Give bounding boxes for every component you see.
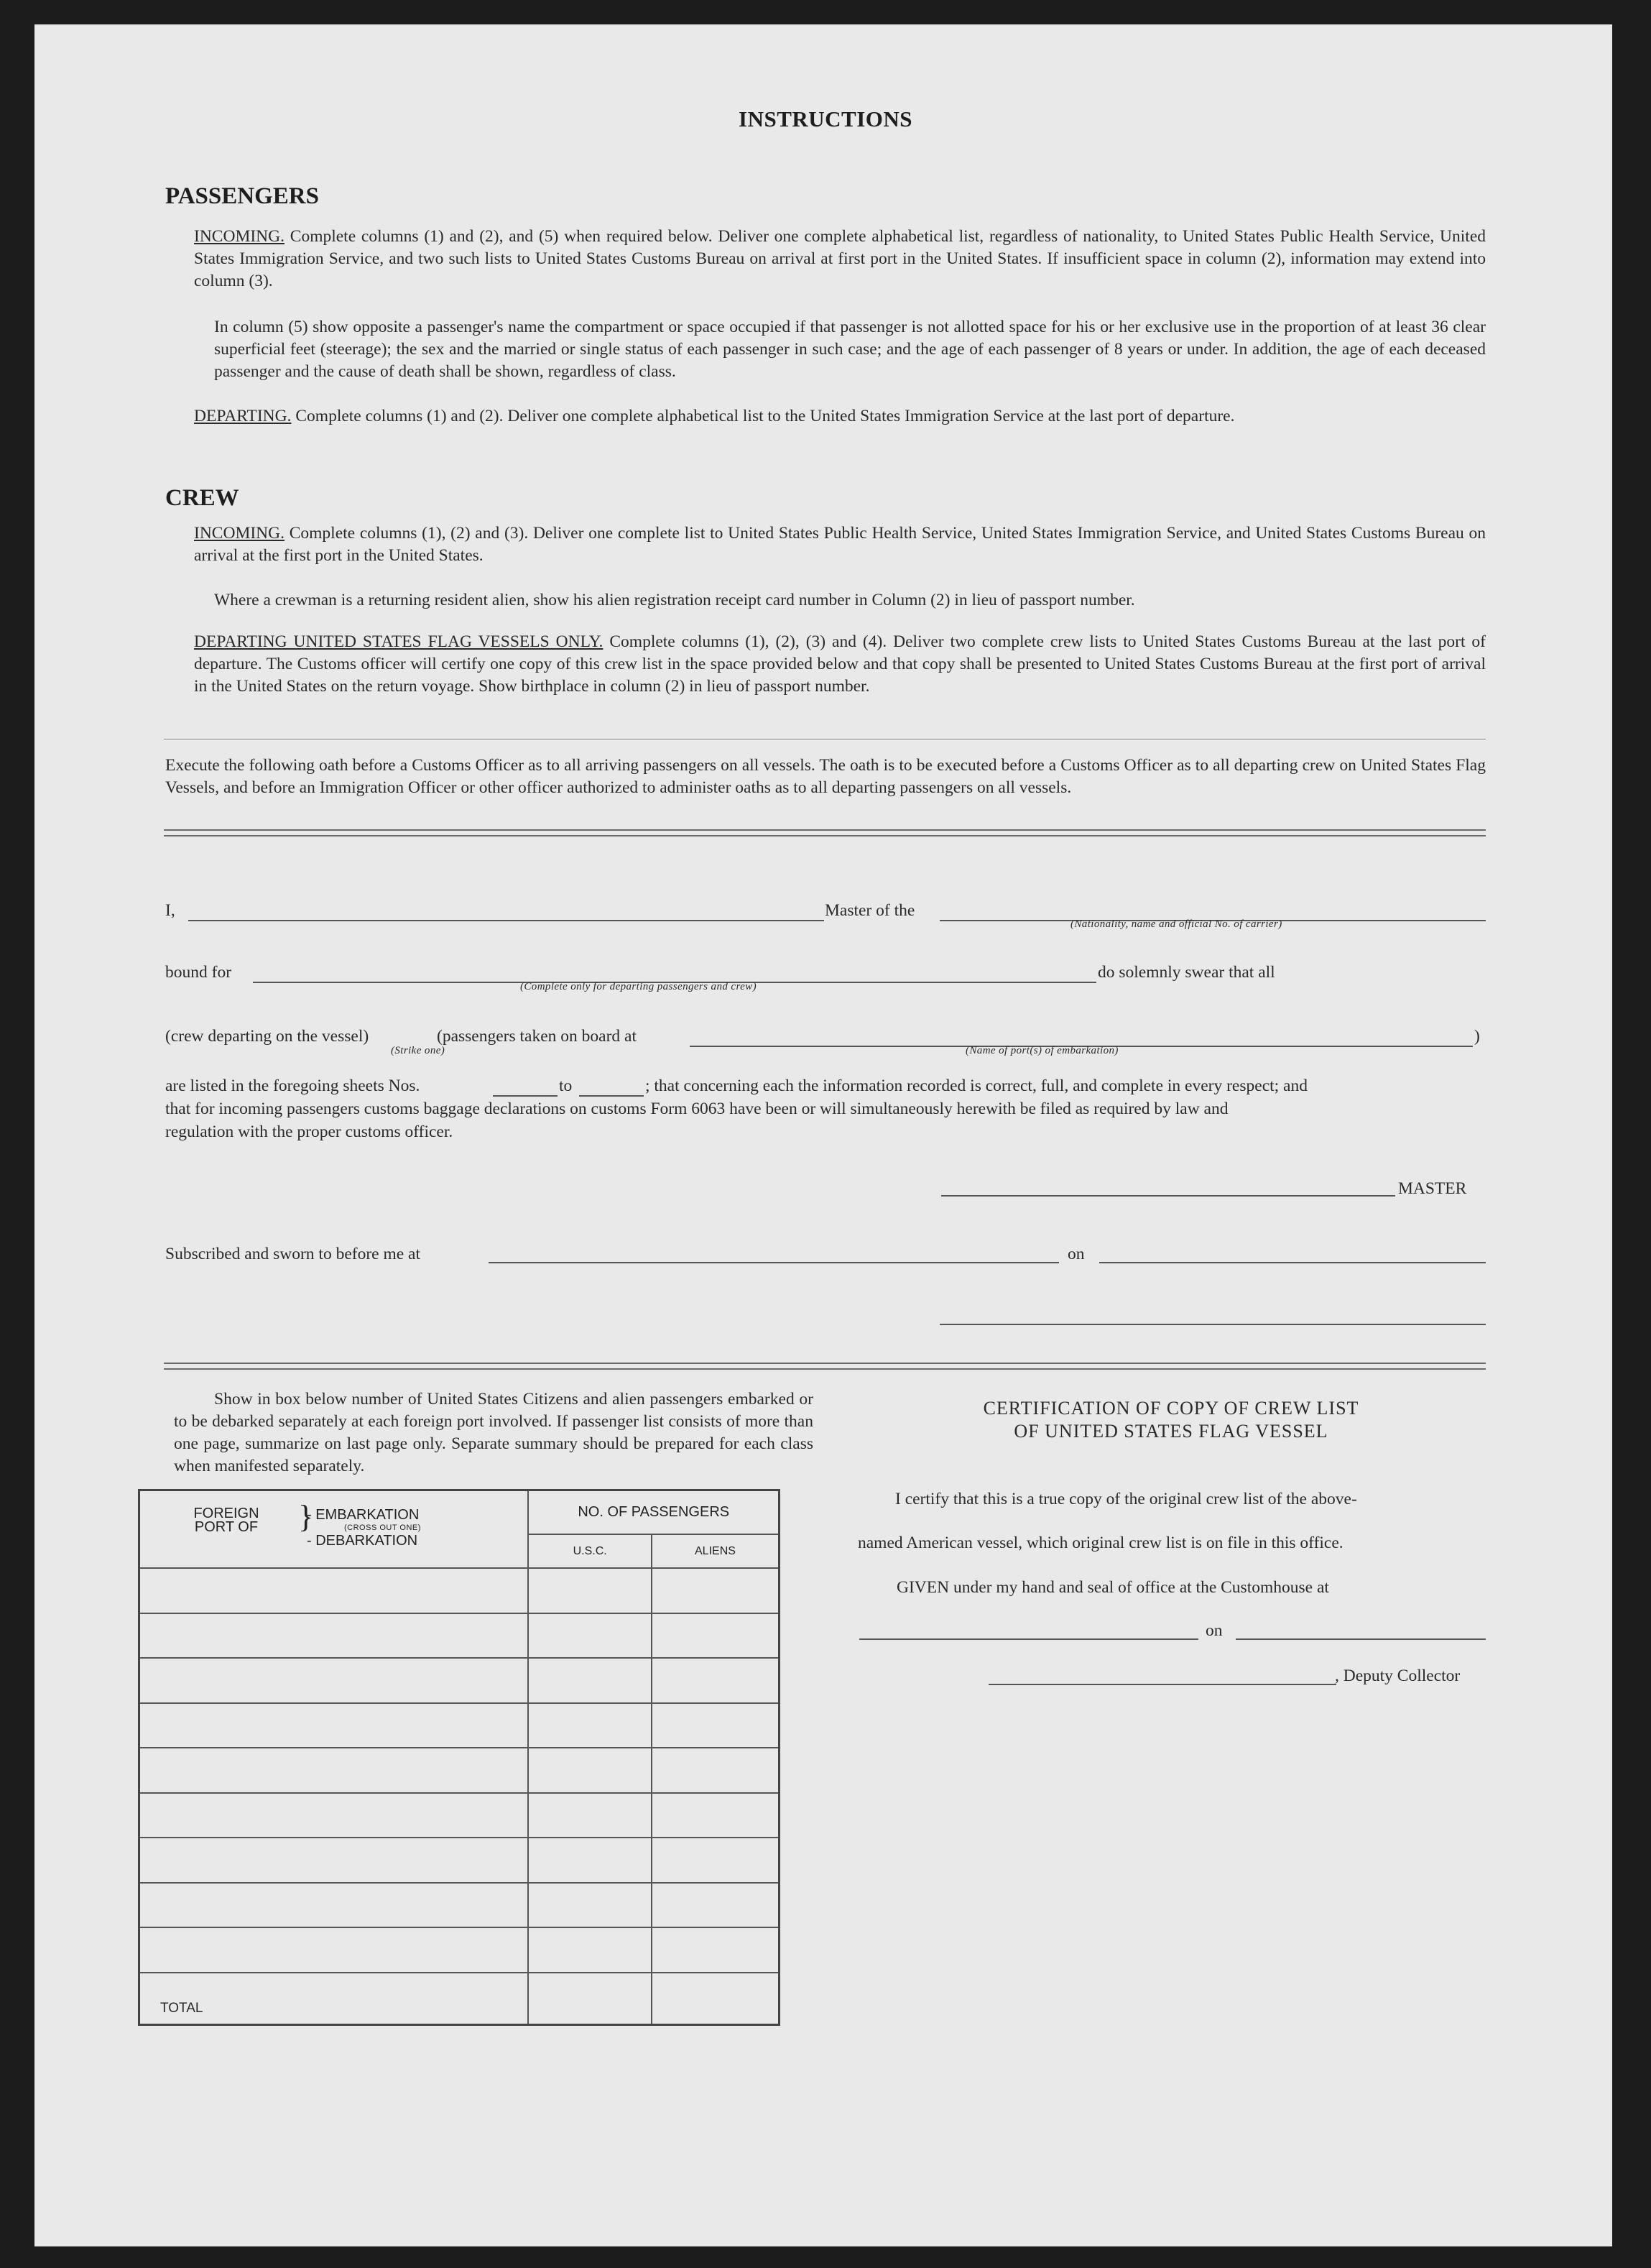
carrier-caption: (Nationality, name and official No. of carrier): [1070, 918, 1282, 930]
table-row: [139, 1658, 780, 1703]
subscribed-label: Subscribed and sworn to before me at: [165, 1245, 421, 1263]
listed-sheets-text: ; that concerning each the information recorded is correct, full, and complete in every respect; and: [645, 1077, 1308, 1095]
total-aliens-cell[interactable]: [652, 1973, 780, 2025]
port-cell[interactable]: [139, 1613, 529, 1659]
table-row: [139, 1568, 780, 1613]
usc-cell[interactable]: [528, 1703, 652, 1748]
summary-instructions: Show in box below number of United States Citizens and alien passengers embarked or to be debarked separately at each foreign port involved. If passenger list consists of more than one page, summarize on last page only. Separate summary should be prepared for each class when manifested separately.: [174, 1390, 813, 1475]
table-row: [139, 1703, 780, 1748]
passengers-incoming-label: INCOMING.: [194, 227, 285, 246]
embarkation-option: - EMBARKATION: [307, 1507, 420, 1523]
subscribed-place-field[interactable]: [489, 1262, 1059, 1263]
aliens-cell[interactable]: [652, 1793, 780, 1838]
certification-title: [862, 1397, 1480, 1443]
subscribed-on-label: on: [1068, 1245, 1085, 1263]
aliens-cell[interactable]: [652, 1658, 780, 1703]
port-cell[interactable]: [139, 1883, 529, 1928]
aliens-cell[interactable]: [652, 1568, 780, 1613]
total-row: [139, 1973, 780, 2025]
usc-cell[interactable]: [528, 1838, 652, 1883]
table-row: [139, 1748, 780, 1793]
deputy-collector-signature-field[interactable]: [989, 1684, 1336, 1685]
usc-cell[interactable]: [528, 1748, 652, 1793]
double-rule-top: [164, 829, 1486, 836]
passengers-incoming-paragraph: [194, 226, 1486, 292]
usc-cell[interactable]: [528, 1568, 652, 1613]
customhouse-place-field[interactable]: [859, 1638, 1198, 1640]
debarkation-option: - DEBARKATION: [307, 1533, 418, 1549]
usc-cell[interactable]: [528, 1613, 652, 1659]
crew-resident-paragraph: Where a crewman is a returning resident alien, show his alien registration receipt card number in Column (2) in lieu of passport number.: [214, 591, 1135, 609]
table-row: [139, 1883, 780, 1928]
aliens-header: ALIENS: [652, 1534, 780, 1568]
summary-header-row: [139, 1490, 780, 1535]
crew-departing-option: (crew departing on the vessel): [165, 1027, 369, 1046]
usc-cell[interactable]: [528, 1658, 652, 1703]
total-label: TOTAL: [139, 1973, 529, 2025]
passengers-taken-option: (passengers taken on board at: [437, 1027, 637, 1046]
listed-line-3: regulation with the proper customs officer.: [165, 1123, 453, 1141]
table-row: [139, 1927, 780, 1973]
port-cell[interactable]: [139, 1748, 529, 1793]
master-of-label: Master of the: [825, 901, 915, 920]
port-cell[interactable]: [139, 1793, 529, 1838]
port-cell[interactable]: [139, 1703, 529, 1748]
deputy-collector-label: , Deputy Collector: [1335, 1667, 1461, 1685]
crew-heading: CREW: [165, 485, 239, 511]
passengers-header-cell: NO. OF PASSENGERS: [528, 1490, 779, 1535]
certification-date-field[interactable]: [1236, 1638, 1486, 1640]
listed-to-label: to: [559, 1077, 573, 1095]
port-cell[interactable]: [139, 1927, 529, 1973]
given-line: GIVEN under my hand and seal of office at the Customhouse at: [897, 1578, 1329, 1597]
sheets-to-field[interactable]: [579, 1095, 644, 1097]
bound-caption: (Complete only for departing passengers and crew): [520, 981, 757, 992]
aliens-cell[interactable]: [652, 1703, 780, 1748]
certification-on-label: on: [1206, 1621, 1223, 1640]
strike-caption: (Strike one): [391, 1045, 445, 1056]
crew-incoming-label: INCOMING.: [194, 524, 285, 543]
ports-caption: (Name of port(s) of embarkation): [966, 1045, 1119, 1056]
passengers-column5-paragraph: In column (5) show opposite a passenger's name the compartment or space occupied if that passenger is not allotted space for his or her exclusive use in the proportion of at least 36 clear superficial feet (steerage); the sex and the married or single status of each passenger in such case; and the age of each passenger of 8 years or under. In addition, the age of each deceased passenger and the cause of death shall be shown, regardless of class.: [214, 318, 1486, 381]
master-label: MASTER: [1398, 1179, 1467, 1198]
cross-out-caption: (CROSS OUT ONE): [344, 1523, 421, 1532]
certification-title-line-1: CERTIFICATION OF COPY OF CREW LIST: [983, 1398, 1359, 1419]
subscribed-date-field[interactable]: [1099, 1262, 1486, 1263]
aliens-cell[interactable]: [652, 1927, 780, 1973]
port-cell[interactable]: [139, 1658, 529, 1703]
usc-cell[interactable]: [528, 1927, 652, 1973]
aliens-cell[interactable]: [652, 1838, 780, 1883]
crew-departing-paragraph: [194, 631, 1486, 698]
table-row: [139, 1793, 780, 1838]
certification-title-line-2: OF UNITED STATES FLAG VESSEL: [1014, 1421, 1328, 1442]
passenger-summary-table: [138, 1489, 780, 2026]
usc-cell[interactable]: [528, 1883, 652, 1928]
crew-incoming-text: Complete columns (1), (2) and (3). Deliver one complete list to United States Public Health Service, United States Immigration Service, and United States Customs Bureau on arrival at the first port in the United States.: [194, 524, 1486, 565]
oath-intro-paragraph: Execute the following oath before a Customs Officer as to all arriving passengers on all vessels. The oath is to be executed before a Customs Officer as to all departing crew on United States Flag Vessels, and before an Immigration Officer or other officer authorized to administer oaths as to all departing passengers on all vessels.: [165, 756, 1486, 797]
table-row: [139, 1838, 780, 1883]
certify-line-2: named American vessel, which original crew list is on file in this office.: [858, 1534, 1344, 1552]
usc-cell[interactable]: [528, 1793, 652, 1838]
port-cell[interactable]: [139, 1568, 529, 1613]
brace-icon: }: [298, 1499, 314, 1534]
passengers-departing-paragraph: [194, 405, 1486, 428]
port-cell[interactable]: [139, 1838, 529, 1883]
aliens-cell[interactable]: [652, 1883, 780, 1928]
sheets-from-field[interactable]: [493, 1095, 558, 1097]
listed-line-2: that for incoming passengers customs baggage declarations on customs Form 6063 have been or will simultaneously herewith be filed as required by law and: [165, 1100, 1229, 1118]
officer-signature-field[interactable]: [940, 1324, 1486, 1325]
page-title: INSTRUCTIONS: [739, 106, 913, 132]
swear-label: do solemnly swear that all: [1098, 963, 1275, 982]
passengers-departing-label: DEPARTING.: [194, 407, 292, 425]
bound-for-label: bound for: [165, 963, 232, 982]
table-row: [139, 1613, 780, 1659]
close-paren: ): [1474, 1027, 1480, 1046]
crew-departing-label: DEPARTING UNITED STATES FLAG VESSELS ONLY.: [194, 632, 603, 651]
oath-i-label: I,: [165, 901, 175, 920]
aliens-cell[interactable]: [652, 1613, 780, 1659]
crew-incoming-paragraph: [194, 522, 1486, 567]
aliens-cell[interactable]: [652, 1748, 780, 1793]
listed-sheets-label: are listed in the foregoing sheets Nos.: [165, 1077, 420, 1095]
total-usc-cell[interactable]: [528, 1973, 652, 2025]
crew-departing-text: Complete columns (1), (2), (3) and (4). Deliver two complete crew lists to United States Customs Bureau at the last port of departure. The Customs officer will certify one copy of this crew list in the space provided below and that copy shall be presented to United States Customs Bureau at the first port of arrival in the United States on the return voyage. Show birthplace in column (2) in lieu of passport number.: [194, 632, 1486, 696]
master-name-field[interactable]: [188, 920, 824, 921]
certify-line-1: I certify that this is a true copy of the original crew list of the above-: [895, 1490, 1357, 1508]
passengers-incoming-text: Complete columns (1) and (2), and (5) when required below. Deliver one complete alphabetical list, regardless of nationality, to United States Public Health Service, United States Immigration Service, and two such lists to United States Customs Bureau on arrival at first port in the United States. If insufficient space in column (2), information may extend into column (3).: [194, 227, 1486, 290]
foreign-port-label: FOREIGN PORT OF: [193, 1506, 259, 1535]
port-header-cell: [139, 1490, 529, 1569]
passengers-heading: PASSENGERS: [165, 183, 319, 209]
usc-header: U.S.C.: [528, 1534, 652, 1568]
double-rule-bottom: [164, 1363, 1486, 1370]
master-signature-field[interactable]: [941, 1195, 1395, 1197]
passengers-departing-text: Complete columns (1) and (2). Deliver one complete alphabetical list to the United States Immigration Service at the last port of departure.: [295, 407, 1235, 425]
